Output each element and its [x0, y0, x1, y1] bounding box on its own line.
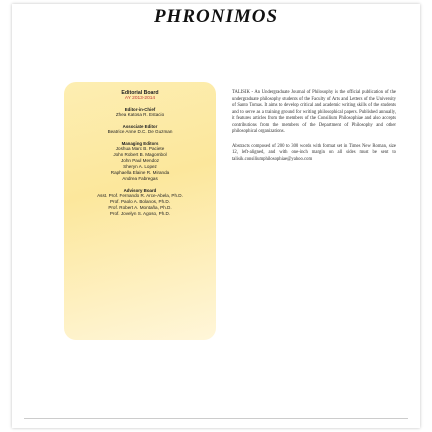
board-year: AY 2013-2014 [124, 96, 156, 101]
advisory-board-section [64, 188, 216, 217]
role-label: Associate Editor [122, 124, 158, 129]
member-name: Raphaella Elaine R. Miranda [110, 170, 170, 175]
member-name: Sheryn A. Lopez [123, 164, 157, 169]
editorial-board-panel [64, 82, 216, 340]
contact-email-link[interactable]: talisik.consiliumphilosophiae@yahoo.com [232, 156, 313, 162]
member-name: Andrea Fabregas [122, 176, 158, 181]
editor-in-chief-section [64, 107, 216, 118]
member-name: Asst. Prof. Fernando R. Arce-Abela, Ph.D. [97, 193, 183, 198]
member-name: Beatrice Anne D.C. De Guzman [107, 129, 173, 134]
page-divider [24, 418, 408, 419]
member-name: John Robert B. Magombol [113, 152, 167, 157]
journal-logo: PHRONIMOS [153, 6, 279, 27]
member-name: Prof. Robert A. Montaña, Ph.D. [108, 205, 172, 210]
description-paragraph: TALISIK - An Undergraduate Journal of Philosophy is the official publication of the undergraduate philosophy students of the Faculty of Arts and Letters of the University of Santo Tomas. It aims to develop critical and academic writing skills of the students and to serve as a training ground for writing philosophical papers. Published annually, it features articles from the members of the Consilium Philosophiae and also accepts contributions from the members of the Department of Philosophy and other philosophical organizations. [232, 90, 396, 135]
member-name: John Paul Mendoz [120, 158, 160, 163]
member-name: Zhea Katosa R. Estacio [115, 112, 165, 117]
submission-text: Abstracts composed of 200 to 300 words with format set in Times New Roman, size 12, left-aligned, and with one-inch margin on all sides must be sent to [232, 143, 396, 156]
board-heading: Editorial Board [121, 90, 159, 96]
associate-editor-section [64, 124, 216, 135]
role-label: Advisory Board [123, 188, 157, 193]
member-name: Prof. Jovelyn S. Agoso, Ph.D. [109, 211, 171, 216]
journal-description [232, 90, 396, 171]
managing-editors-section [64, 141, 216, 182]
role-label: Managing Editors [121, 141, 159, 146]
submission-paragraph [232, 144, 396, 164]
role-label: Editor-in-Chief [124, 107, 156, 112]
member-name: Prof. Paolo A. Bolanos, Ph.D. [109, 199, 170, 204]
member-name: Joshua Marc B. Paciete [115, 146, 165, 151]
